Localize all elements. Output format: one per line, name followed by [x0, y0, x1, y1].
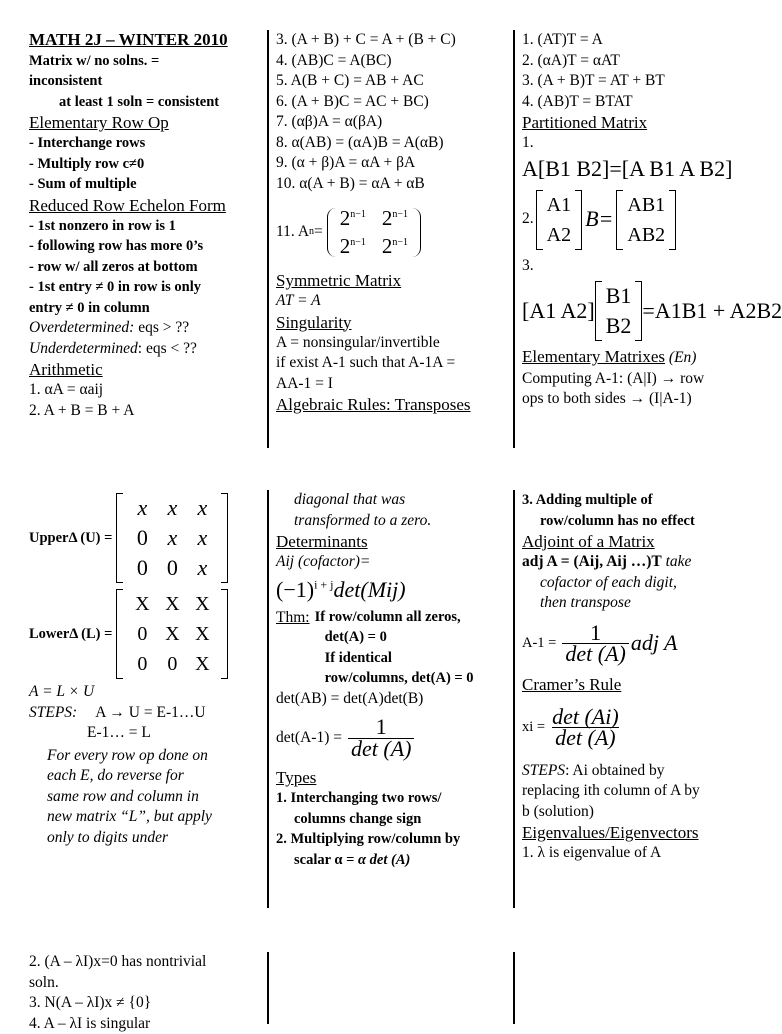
- theorem: Thm: If row/column all zeros, det(A) = 0 If identical row/columns, det(A) = 0: [276, 607, 512, 689]
- divider-1-bottom: [267, 952, 269, 1024]
- rule-line: 6. (A + B)C = AC + BC): [276, 92, 510, 113]
- rule-line: 1. αA = αaij: [29, 380, 265, 401]
- upper-matrix: x x x 0 x x 0 0 x: [116, 493, 228, 583]
- list-item: - 1st entry ≠ 0 in row is only: [29, 277, 265, 298]
- text-line: at least 1 soln = consistent: [29, 92, 265, 113]
- eigen-line: 2. (A – λI)x=0 has nontrivial: [29, 952, 265, 973]
- heading-rref: Reduced Row Echelon Form: [29, 195, 265, 216]
- type-item: row/column has no effect: [522, 511, 766, 532]
- type-item: scalar α = α det (A): [276, 850, 512, 871]
- steps-line-2: E-1… = L: [29, 723, 265, 744]
- rule-line: 7. (αβ)A = α(βA): [276, 112, 510, 133]
- lu-line: A = L × U: [29, 682, 265, 703]
- text-line: Matrix w/ no solns. =: [29, 51, 265, 72]
- rule-line: 2. (αA)T = αAT: [522, 51, 766, 72]
- lower-triangular-def: LowerΔ (L) = X X X 0 X X 0 0 X: [29, 586, 265, 682]
- cramer-formula: xi = $\frac{\det (Ai)}{\det (A)}$: [522, 695, 766, 761]
- adjoint-line: adj A = (Aij, Aij …)T take: [522, 552, 766, 573]
- note-line: only to digits under: [29, 828, 265, 849]
- heading-partitioned-matrix: Partitioned Matrix: [522, 112, 766, 133]
- list-item: - row w/ all zeros at bottom: [29, 257, 265, 278]
- item-number: 1.: [522, 133, 766, 154]
- eigen-line: 1. λ is eigenvalue of A: [522, 843, 766, 864]
- heading-eigenvalues: Eigenvalues/Eigenvectors: [522, 822, 766, 843]
- rule-line: 10. α(A + B) = αA + αB: [276, 174, 510, 195]
- list-item: - Sum of multiple: [29, 174, 265, 195]
- mid-column-2: [276, 490, 512, 870]
- type-item: 2. Multiplying row/column by: [276, 829, 512, 850]
- divider-1-mid: [267, 490, 269, 908]
- text-line: if exist A-1 such that A-1A =: [276, 353, 510, 374]
- eigen-line: soln.: [29, 973, 265, 994]
- type-item: 1. Interchanging two rows/: [276, 788, 512, 809]
- note-line: transformed to a zero.: [276, 511, 512, 532]
- inverse-formula: A-1 = $\frac{1}{\det (A)}$ adj A: [522, 614, 766, 674]
- cofactor-line: Aij (cofactor)=: [276, 552, 512, 573]
- lower-matrix: X X X 0 X X 0 0 X: [116, 589, 228, 679]
- item-number: 3.: [522, 256, 766, 277]
- heading-algebraic-rules: Algebraic Rules: Transposes: [276, 394, 510, 415]
- cramer-steps: STEPS: Ai obtained by: [522, 761, 766, 782]
- heading-cramers-rule: Cramer’s Rule: [522, 674, 766, 695]
- note-line: For every row op done on: [29, 746, 265, 767]
- list-item: - 1st nonzero in row is 1: [29, 216, 265, 237]
- note-line: diagonal that was: [276, 490, 512, 511]
- heading-arithmetic: Arithmetic: [29, 359, 265, 380]
- rule-line: 1. (AT)T = A: [522, 30, 766, 51]
- eigen-line: 4. A – λI is singular: [29, 1014, 265, 1034]
- cramer-steps: replacing ith column of A by: [522, 781, 766, 802]
- list-item: - Multiply row c≠0: [29, 154, 265, 175]
- steps-line: STEPS: A → U = E-1…U: [29, 703, 265, 724]
- rule-line: 4. (AB)T = BTAT: [522, 92, 766, 113]
- text-line: A = nonsingular/invertible: [276, 333, 510, 354]
- eigen-line: 3. N(A – λI)x ≠ {0}: [29, 993, 265, 1014]
- power-matrix: $2^{n-1}$ $2^{n-1}$ $2^{n-1}$ $2^{n-1}$: [327, 208, 421, 257]
- partition-expr-2: 2. A1 A2 B= AB1 AB2: [522, 184, 766, 256]
- mid-column-3: [522, 490, 766, 864]
- partition-expr-3: [A1 A2] B1 B2 =A1B1 + A2B2: [522, 276, 766, 346]
- text-line: Computing A-1: (A|I) → row: [522, 369, 766, 390]
- divider-1-top: [267, 30, 269, 448]
- top-column-2: [276, 30, 510, 415]
- rule-line: AT = A: [276, 291, 510, 312]
- heading-adjoint: Adjoint of a Matrix: [522, 531, 766, 552]
- rule-line: 3. (A + B) + C = A + (B + C): [276, 30, 510, 51]
- heading-symmetric-matrix: Symmetric Matrix: [276, 270, 510, 291]
- rule-line: 8. α(AB) = (αA)B = A(αB): [276, 133, 510, 154]
- mid-column-1: [29, 490, 265, 848]
- top-column-3: [522, 30, 766, 410]
- overdetermined-line: Overdetermined: eqs > ??: [29, 318, 265, 339]
- cofactor-expr: $(-1)^{i + j}\det(Mij)$: [276, 573, 512, 607]
- type-item: 3. Adding multiple of: [522, 490, 766, 511]
- text-line: ops to both sides → (I|A-1): [522, 389, 766, 410]
- note-line: same row and column in: [29, 787, 265, 808]
- upper-triangular-def: UpperΔ (U) = x x x 0 x x 0 0 x: [29, 490, 265, 586]
- rule-line: 9. (α + β)A = αA + βA: [276, 153, 510, 174]
- divider-2-top: [513, 30, 515, 448]
- type-item: columns change sign: [276, 809, 512, 830]
- bottom-column-1: [29, 952, 265, 1024]
- text-line: AA-1 = I: [276, 374, 510, 395]
- divider-2-bottom: [513, 952, 515, 1024]
- list-item: - Interchange rows: [29, 133, 265, 154]
- top-column-1: [29, 30, 265, 421]
- note-line: new matrix “L”, but apply: [29, 807, 265, 828]
- rule-line: 3. (A + B)T = AT + BT: [522, 71, 766, 92]
- cramer-steps: b (solution): [522, 802, 766, 823]
- partition-expr-1: A[B1 B2]=[A B1 A B2]: [522, 154, 766, 184]
- rule-11: 11. A n = $2^{n-1}$ $2^{n-1}$ $2^{n-1}$ $2^{n-1}$: [276, 194, 510, 270]
- list-item: - following row has more 0’s: [29, 236, 265, 257]
- page-title: MATH 2J – WINTER 2010: [29, 30, 265, 51]
- rule-line: 5. A(B + C) = AB + AC: [276, 71, 510, 92]
- adjoint-line: cofactor of each digit,: [522, 573, 766, 594]
- heading-determinants: Determinants: [276, 531, 512, 552]
- text-line: inconsistent: [29, 71, 265, 92]
- det-product-rule: det(AB) = det(A)det(B): [276, 689, 512, 710]
- elementary-matrixes-line: Elementary Matrixes (En): [522, 346, 766, 369]
- det-inverse-rule: det(A-1) = $\frac{1}{\det (A)}$: [276, 709, 512, 767]
- divider-2-mid: [513, 490, 515, 908]
- adjoint-line: then transpose: [522, 593, 766, 614]
- heading-elementary-row-op: Elementary Row Op: [29, 112, 265, 133]
- heading-singularity: Singularity: [276, 312, 510, 333]
- heading-types: Types: [276, 767, 512, 788]
- underdetermined-line: Underdetermined: eqs < ??: [29, 339, 265, 360]
- rule-line: 4. (AB)C = A(BC): [276, 51, 510, 72]
- rule-line: 2. A + B = B + A: [29, 401, 265, 422]
- list-item: entry ≠ 0 in column: [29, 298, 265, 319]
- note-line: each E, do reverse for: [29, 766, 265, 787]
